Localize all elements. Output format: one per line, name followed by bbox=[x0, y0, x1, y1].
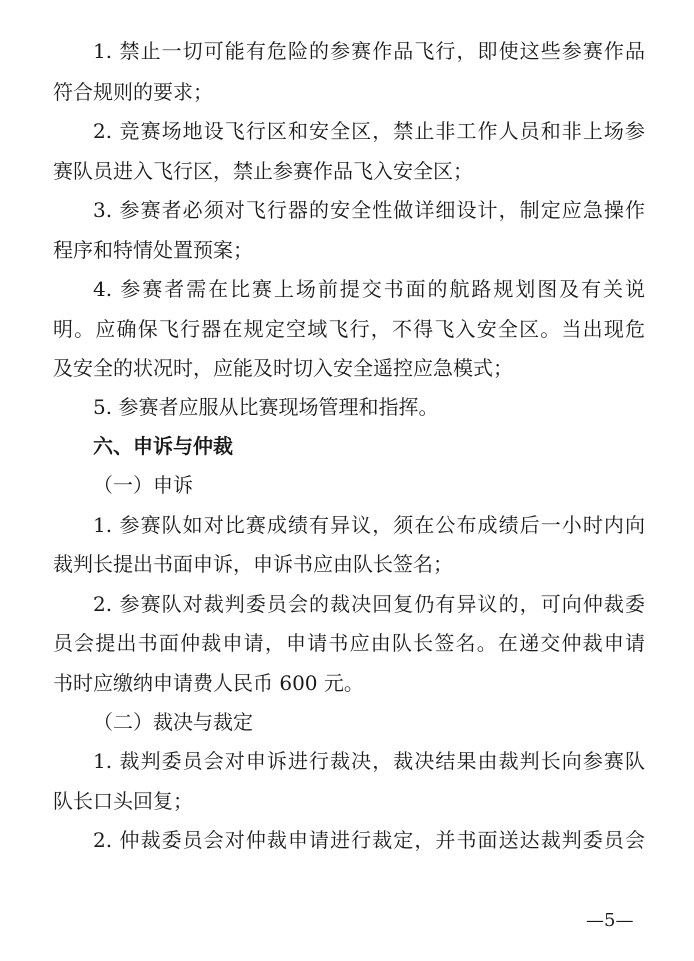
section-6-title: 六、申诉与仲裁 bbox=[93, 434, 233, 458]
ruling-item-1-line-2: 队长口头回复； bbox=[53, 789, 193, 813]
page-number: —5— bbox=[586, 910, 634, 931]
appeal-item-2-line-3: 书时应缴纳申请费人民币 600 元。 bbox=[53, 671, 364, 695]
rule-5-line-1: 5. 参赛者应服从比赛现场管理和指挥。 bbox=[93, 395, 439, 419]
rule-2-line-1: 2. 竞赛场地设飞行区和安全区，禁止非工作人员和非上场参 bbox=[93, 119, 645, 143]
rule-3-line-2: 程序和特情处置预案； bbox=[53, 238, 253, 262]
appeal-item-2-line-1: 2. 参赛队对裁判委员会的裁决回复仍有异议的，可向仲裁委 bbox=[93, 592, 645, 616]
ruling-item-2-line-1: 2. 仲裁委员会对仲裁申请进行裁定，并书面送达裁判委员会 bbox=[93, 828, 645, 852]
rule-1-line-1: 1. 禁止一切可能有危险的参赛作品飞行，即使这些参赛作品 bbox=[93, 39, 645, 63]
rule-4-line-2: 明。应确保飞行器在规定空域飞行，不得飞入安全区。当出现危 bbox=[53, 317, 645, 341]
rule-4-line-3: 及安全的状况时，应能及时切入安全遥控应急模式； bbox=[53, 356, 513, 380]
appeal-item-1-line-2: 裁判长提出书面申诉，申诉书应由队长签名； bbox=[53, 552, 453, 576]
rule-1-line-2: 符合规则的要求； bbox=[53, 80, 213, 104]
ruling-subtitle: （二）裁决与裁定 bbox=[93, 710, 253, 734]
rule-4-line-1: 4. 参赛者需在比赛上场前提交书面的航路规划图及有关说 bbox=[93, 277, 645, 301]
ruling-item-1-line-1: 1. 裁判委员会对申诉进行裁决，裁决结果由裁判长向参赛队 bbox=[93, 749, 645, 773]
appeal-item-2-line-2: 员会提出书面仲裁申请，申请书应由队长签名。在递交仲裁申请 bbox=[53, 631, 645, 655]
rule-3-line-1: 3. 参赛者必须对飞行器的安全性做详细设计，制定应急操作 bbox=[93, 198, 645, 222]
appeal-subtitle: （一）申诉 bbox=[93, 473, 193, 497]
appeal-item-1-line-1: 1. 参赛队如对比赛成绩有异议，须在公布成绩后一小时内向 bbox=[93, 513, 645, 537]
rule-2-line-2: 赛队员进入飞行区，禁止参赛作品飞入安全区； bbox=[53, 159, 473, 183]
